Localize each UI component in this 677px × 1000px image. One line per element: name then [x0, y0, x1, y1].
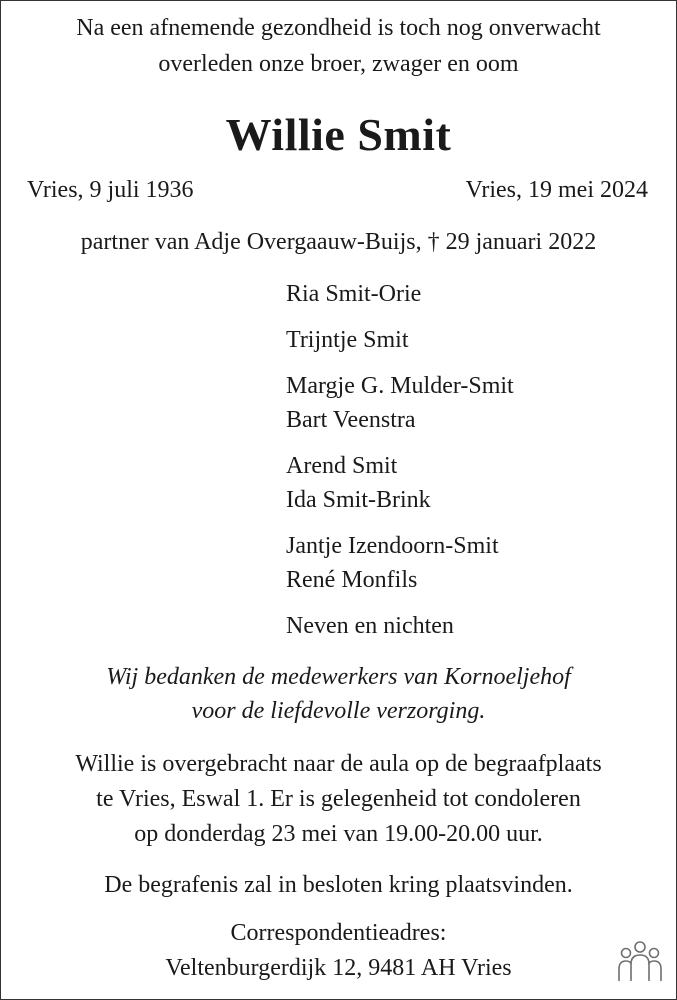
family-member: Jantje Izendoorn-Smit	[286, 533, 499, 559]
birth-date: Vries, 9 juli 1936	[27, 177, 194, 203]
family-group	[286, 369, 514, 437]
family-group	[286, 277, 514, 311]
thanks-line-2: voor de liefdevolle verzorging.	[191, 698, 486, 724]
family-group	[286, 323, 514, 357]
family-group	[286, 609, 514, 643]
death-date: Vries, 19 mei 2024	[465, 177, 648, 203]
intro-line-1: Na een afnemende gezondheid is toch nog onverwacht	[76, 15, 601, 41]
thanks-line-1: Wij bedanken de medewerkers van Kornoeljehof	[106, 664, 571, 690]
family-member: Neven en nichten	[286, 613, 454, 639]
funeral-notice: De begrafenis zal in besloten kring plaatsvinden.	[104, 872, 573, 898]
deceased-name: Willie Smit	[225, 109, 452, 160]
family-member: Ria Smit-Orie	[286, 281, 422, 307]
family-member: René Monfils	[286, 567, 418, 593]
people-group-icon	[616, 940, 664, 984]
family-member: Bart Veenstra	[286, 407, 416, 433]
arrangements-line-1: Willie is overgebracht naar de aula op de begraafplaats	[75, 751, 602, 777]
arrangements-line-3: op donderdag 23 mei van 19.00-20.00 uur.	[134, 821, 543, 847]
arrangements-line-2: te Vries, Eswal 1. Er is gelegenheid tot condoleren	[96, 786, 581, 812]
family-list	[286, 277, 514, 655]
family-member: Trijntje Smit	[286, 327, 409, 353]
family-member: Margje G. Mulder-Smit	[286, 373, 514, 399]
family-member: Ida Smit-Brink	[286, 487, 431, 513]
partner-line: partner van Adje Overgaauw-Buijs, † 29 januari 2022	[80, 229, 597, 255]
correspondence-address: Veltenburgerdijk 12, 9481 AH Vries	[165, 955, 512, 981]
family-member: Arend Smit	[286, 453, 398, 479]
intro-line-2: overleden onze broer, zwager en oom	[158, 51, 519, 77]
family-group	[286, 529, 514, 597]
family-group	[286, 449, 514, 517]
correspondence-label: Correspondentieadres:	[230, 920, 447, 946]
